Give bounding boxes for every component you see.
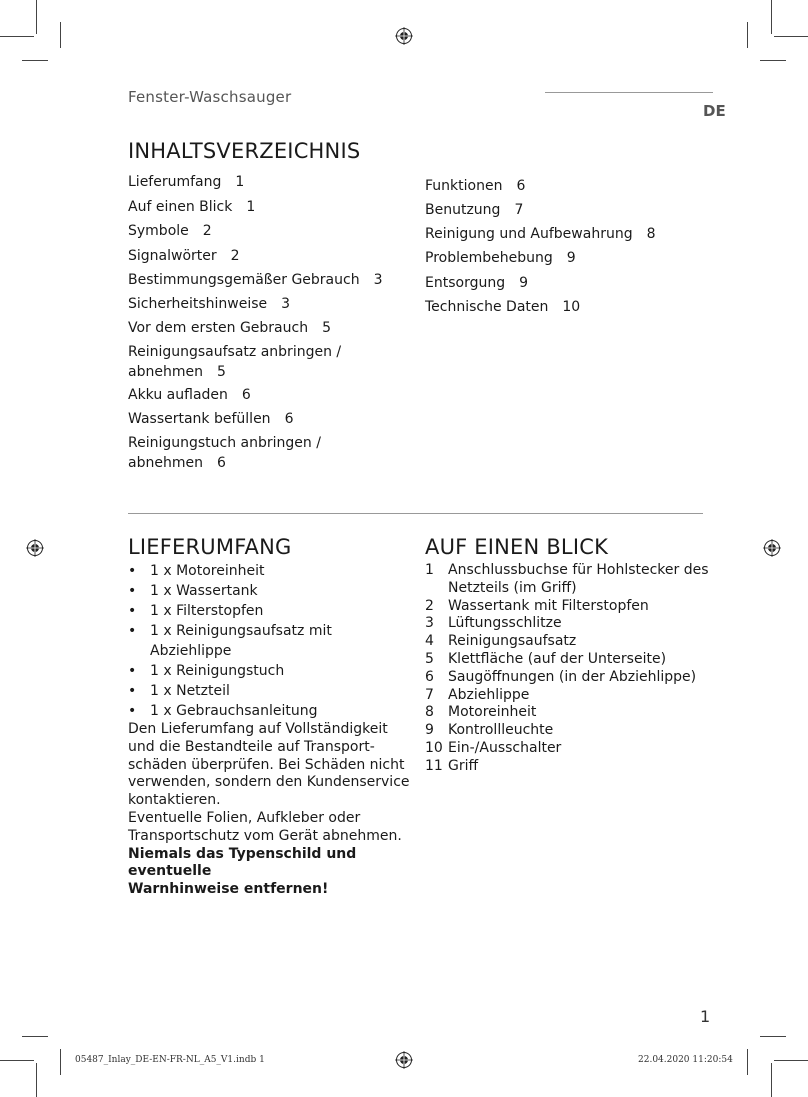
list-item: • 1 x Gebrauchsanleitung: [128, 701, 410, 721]
toc-entry-page: 1: [235, 174, 245, 190]
toc-entry[interactable]: [128, 197, 255, 217]
crop-mark: [0, 1060, 34, 1061]
crop-mark: [747, 1049, 748, 1075]
toc-entry-page: 1: [246, 199, 256, 215]
toc-entry[interactable]: [128, 385, 251, 405]
text-line: kontaktieren.: [128, 792, 221, 809]
toc-entry-label: Bestimmungsgemäßer Gebrauch: [128, 272, 360, 288]
toc-entry-label: Symbole: [128, 223, 189, 239]
crop-mark: [36, 0, 37, 34]
parts-list-item: [425, 615, 715, 633]
toc-entry-label: Sicherheitshinweise: [128, 296, 268, 312]
remove-packaging-paragraph: [128, 810, 410, 846]
toc-entry-page: 5: [322, 320, 331, 336]
auf-einen-blick-section: [425, 535, 715, 776]
list-item: • 1 x Motoreinheit: [128, 561, 410, 581]
crop-mark: [0, 36, 34, 37]
registration-mark-icon: [26, 539, 44, 557]
text-line: verwenden, sondern den Kundenservice: [128, 774, 410, 791]
toc-entry-label-continued: abnehmen: [128, 364, 203, 380]
part-number: 11: [425, 757, 443, 774]
toc-entry[interactable]: [128, 409, 293, 429]
registration-mark-icon: [763, 539, 781, 557]
toc-entry[interactable]: [128, 433, 321, 473]
part-number: 3: [425, 615, 434, 632]
part-label: Griff: [448, 757, 479, 774]
part-label: Anschlussbuchse für Hohlstecker des: [448, 562, 709, 578]
registration-mark-icon: [395, 1051, 413, 1069]
part-label: Reinigungsaufsatz: [448, 633, 577, 650]
toc-entry-page: 6: [216, 455, 226, 471]
toc-entry-page: 9: [566, 250, 576, 266]
list-item: • 1 x Reinigungsaufsatz mit Abziehlippe: [128, 621, 410, 661]
list-item: • 1 x Reinigungstuch: [128, 661, 410, 681]
part-number: 8: [425, 704, 434, 721]
warning-paragraph: [128, 846, 410, 899]
parts-list-item: [425, 633, 715, 651]
section-divider: [128, 513, 703, 514]
page-number: 1: [700, 1007, 711, 1026]
toc-entry-page: 5: [216, 364, 226, 380]
part-number: 7: [425, 686, 434, 703]
toc-entry-page: 9: [519, 275, 529, 291]
toc-entry-page: 7: [514, 202, 524, 218]
lieferumfang-section: [128, 535, 410, 899]
crop-mark: [760, 60, 786, 61]
toc-entry-label: Reinigungsaufsatz anbringen /: [128, 344, 342, 360]
crop-mark: [36, 1063, 37, 1097]
text-line: schäden überprüfen. Bei Schäden nicht: [128, 756, 405, 773]
print-file-info: 05487_Inlay_DE-EN-FR-NL_A5_V1.indb 1: [75, 1055, 265, 1065]
toc-entry[interactable]: [128, 342, 341, 382]
parts-list-item: [425, 740, 715, 758]
part-label: Lüftungsschlitze: [448, 615, 562, 632]
crop-mark: [60, 22, 61, 48]
part-number: 2: [425, 597, 434, 614]
parts-list-item: [425, 758, 715, 776]
toc-entry[interactable]: [128, 270, 383, 290]
parts-list-item: [425, 651, 715, 669]
print-datetime: 22.04.2020 11:20:54: [638, 1055, 733, 1065]
toc-entry[interactable]: [128, 318, 331, 338]
crop-mark: [771, 0, 772, 34]
crop-mark: [774, 1060, 808, 1061]
toc-entry-label: Entsorgung: [425, 275, 506, 291]
toc-entry[interactable]: [425, 297, 580, 317]
toc-entry[interactable]: [128, 294, 290, 314]
text-line: Eventuelle Folien, Aufkleber oder: [128, 809, 361, 826]
lieferumfang-heading: LIEFERUMFANG: [128, 535, 292, 559]
part-number: 1: [425, 562, 434, 578]
header-divider: [545, 92, 713, 93]
part-label-continued: Netzteils (im Griff): [448, 579, 577, 596]
text-line: und die Bestandteile auf Transport-: [128, 738, 375, 755]
text-line: Transportschutz vom Gerät abnehmen.: [128, 827, 402, 844]
list-item: • 1 x Netzteil: [128, 681, 410, 701]
toc-entry-page: 6: [241, 387, 251, 403]
toc-entry[interactable]: [128, 221, 212, 241]
part-label: Motoreinheit: [448, 704, 537, 721]
toc-entry-page: 10: [562, 299, 581, 315]
crop-mark: [22, 60, 48, 61]
toc-entry-page: 8: [646, 226, 656, 242]
lieferumfang-list: [128, 561, 410, 721]
toc-entry-label: Funktionen: [425, 178, 503, 194]
part-number: 6: [425, 668, 434, 685]
crop-mark: [771, 1063, 772, 1097]
auf-einen-blick-heading: AUF EINEN BLICK: [425, 535, 609, 559]
toc-entry-label: Technische Daten: [425, 299, 549, 315]
toc-entry-label: Akku aufladen: [128, 387, 228, 403]
text-line: Den Lieferumfang auf Vollständigkeit: [128, 721, 388, 737]
list-item: • 1 x Filterstopfen: [128, 601, 410, 621]
toc-entry-label: Reinigungstuch anbringen /: [128, 435, 321, 451]
check-delivery-paragraph: [128, 721, 410, 810]
part-number: 5: [425, 650, 434, 667]
document-title: Fenster-Waschsauger: [128, 88, 292, 106]
language-label: DE: [703, 102, 726, 120]
toc-entry[interactable]: [425, 273, 528, 293]
part-label: Klettfläche (auf der Unterseite): [448, 650, 667, 667]
toc-entry-label: Vor dem ersten Gebrauch: [128, 320, 309, 336]
part-label: Ein-/Ausschalter: [448, 739, 562, 756]
crop-mark: [747, 22, 748, 48]
toc-entry[interactable]: [425, 224, 656, 244]
parts-list-item: [425, 687, 715, 705]
parts-list-item: [425, 704, 715, 722]
toc-entry[interactable]: [128, 172, 244, 192]
crop-mark: [760, 1036, 786, 1037]
part-label: Wassertank mit Filterstopfen: [448, 597, 649, 614]
toc-entry-label: Problembehebung: [425, 250, 553, 266]
part-label: Saugöffnungen (in der Abziehlippe): [448, 668, 697, 685]
toc-entry[interactable]: [128, 246, 240, 266]
crop-mark: [774, 36, 808, 37]
crop-mark: [22, 1036, 48, 1037]
toc-entry[interactable]: [425, 176, 525, 196]
toc-entry-label: Signalwörter: [128, 248, 217, 264]
list-item: • 1 x Wassertank: [128, 581, 410, 601]
part-number: 10: [425, 739, 443, 756]
part-number: 4: [425, 633, 434, 650]
parts-list-item: [425, 722, 715, 740]
toc-entry-label: Wassertank befüllen: [128, 411, 271, 427]
toc-entry-label: Lieferumfang: [128, 174, 222, 190]
parts-list-item: [425, 562, 715, 598]
part-label: Kontrollleuchte: [448, 722, 554, 739]
text-line: Niemals das Typenschild und eventuelle: [128, 845, 357, 880]
parts-list: [425, 562, 715, 776]
registration-mark-icon: [395, 27, 413, 45]
text-line: Warnhinweise entfernen!: [128, 881, 329, 898]
toc-entry-label: Auf einen Blick: [128, 199, 233, 215]
toc-entry[interactable]: [425, 248, 576, 268]
toc-entry-page: 3: [281, 296, 291, 312]
parts-list-item: [425, 669, 715, 687]
crop-mark: [60, 1049, 61, 1075]
toc-entry-page: 3: [373, 272, 383, 288]
toc-entry-page: 6: [284, 411, 294, 427]
toc-entry-label-continued: abnehmen: [128, 455, 203, 471]
parts-list-item: [425, 598, 715, 616]
toc-entry-page: 2: [202, 223, 212, 239]
toc-entry-label: Benutzung: [425, 202, 501, 218]
toc-entry-page: 2: [230, 248, 240, 264]
toc-heading: INHALTSVERZEICHNIS: [128, 139, 361, 163]
toc-entry-label: Reinigung und Aufbewahrung: [425, 226, 633, 242]
part-label: Abziehlippe: [448, 686, 530, 703]
toc-entry-page: 6: [516, 178, 526, 194]
toc-entry[interactable]: [425, 200, 523, 220]
part-number: 9: [425, 722, 434, 739]
